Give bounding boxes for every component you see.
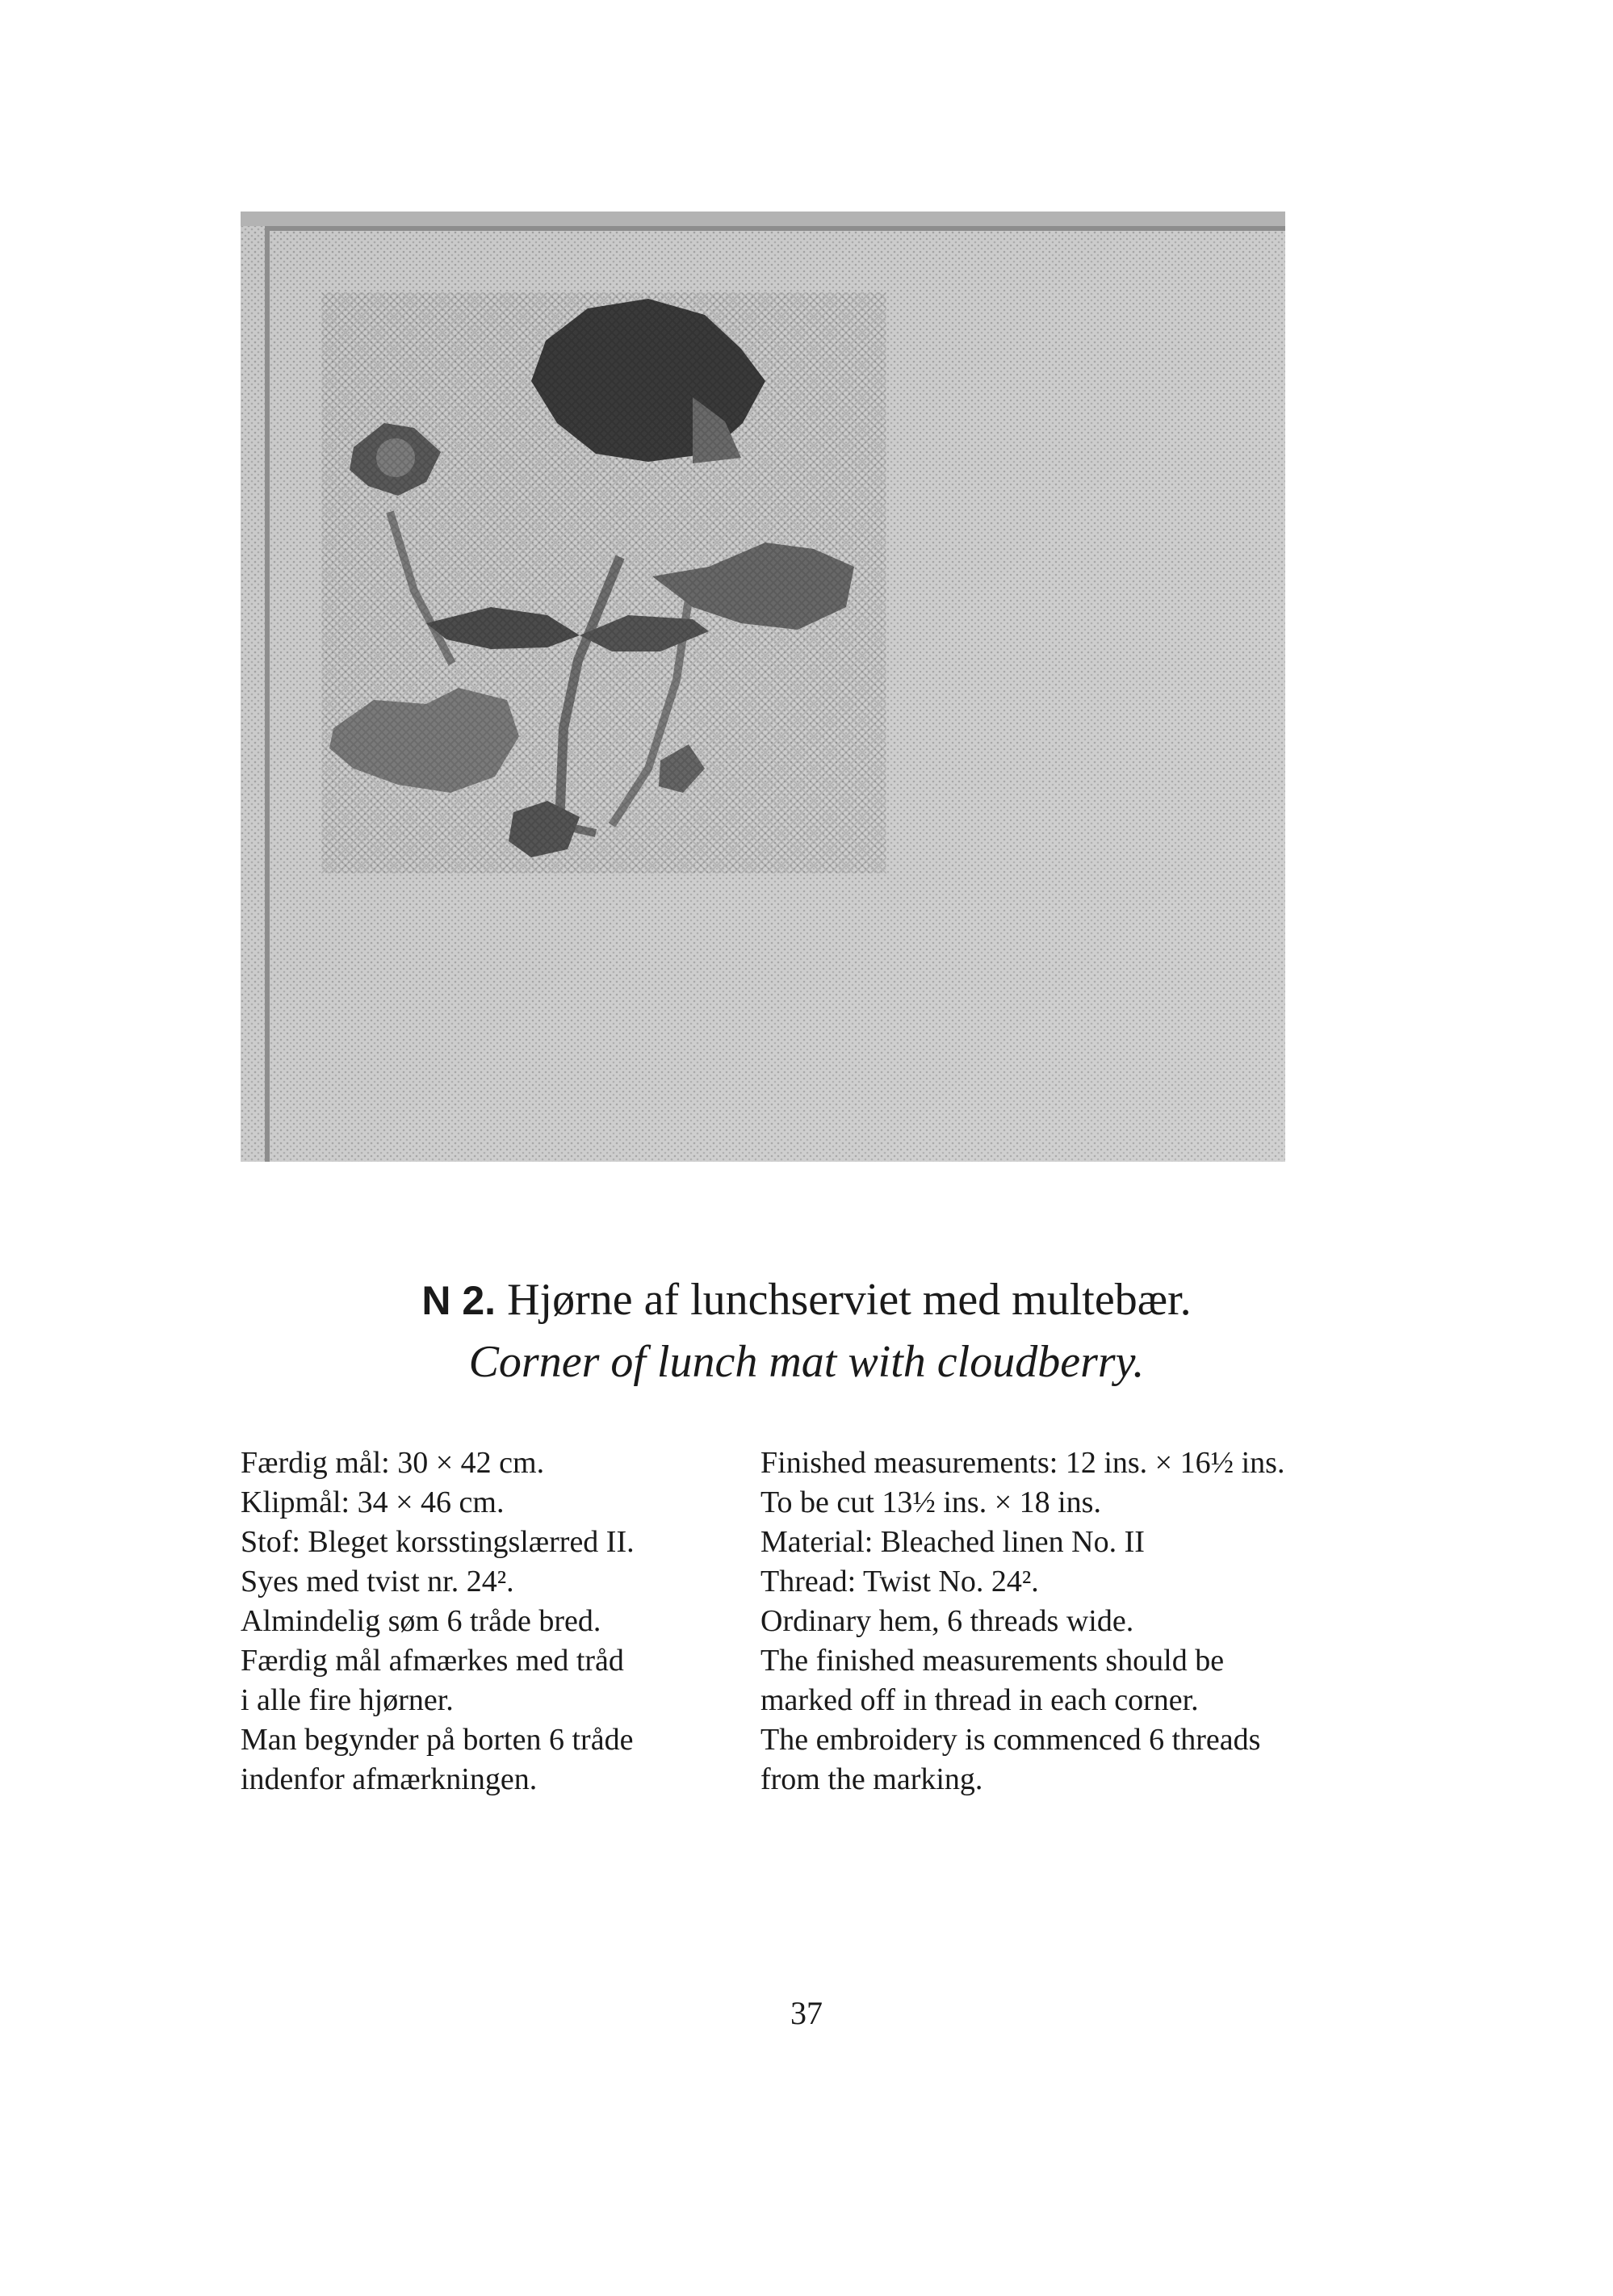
instruction-line: indenfor afmærkningen. xyxy=(241,1762,538,1796)
instruction-line: Almindelig søm 6 tråde bred. xyxy=(241,1604,601,1638)
instruction-line: Thread: Twist No. 24². xyxy=(760,1565,1039,1598)
figure-number: N 2. xyxy=(421,1278,496,1323)
instructions-danish xyxy=(241,1443,725,1800)
instruction-line: Ordinary hem, 6 threads wide. xyxy=(760,1604,1134,1638)
caption-title-danish: Hjørne af lunchserviet med multebær. xyxy=(507,1275,1192,1325)
embroidery-photo xyxy=(241,212,1285,1162)
instruction-line: Færdig mål: 30 × 42 cm. xyxy=(241,1446,545,1480)
instruction-line: Stof: Bleget korsstingslærred II. xyxy=(241,1525,635,1559)
instruction-line: Man begynder på borten 6 tråde xyxy=(241,1723,634,1757)
caption-danish xyxy=(0,1274,1613,1326)
instruction-line: To be cut 13½ ins. × 18 ins. xyxy=(760,1485,1101,1519)
instruction-line: Material: Bleached linen No. II xyxy=(760,1525,1145,1559)
instruction-line: The finished measurements should be xyxy=(760,1644,1225,1678)
instruction-line: Syes med tvist nr. 24². xyxy=(241,1565,514,1598)
instruction-line: Finished measurements: 12 ins. × 16½ ins. xyxy=(760,1446,1285,1480)
cloudberry-motif xyxy=(321,292,886,874)
page-number: 37 xyxy=(790,1995,823,2031)
instruction-line: Færdig mål afmærkes med tråd xyxy=(241,1644,624,1678)
instructions-english xyxy=(760,1443,1326,1800)
instruction-line: Klipmål: 34 × 46 cm. xyxy=(241,1485,505,1519)
instruction-line: marked off in thread in each corner. xyxy=(760,1683,1199,1717)
caption-english: Corner of lunch mat with cloudberry. xyxy=(468,1337,1145,1387)
instruction-line: i alle fire hjørner. xyxy=(241,1683,454,1717)
instruction-line: from the marking. xyxy=(760,1762,983,1796)
instruction-line: The embroidery is commenced 6 threads xyxy=(760,1723,1261,1757)
